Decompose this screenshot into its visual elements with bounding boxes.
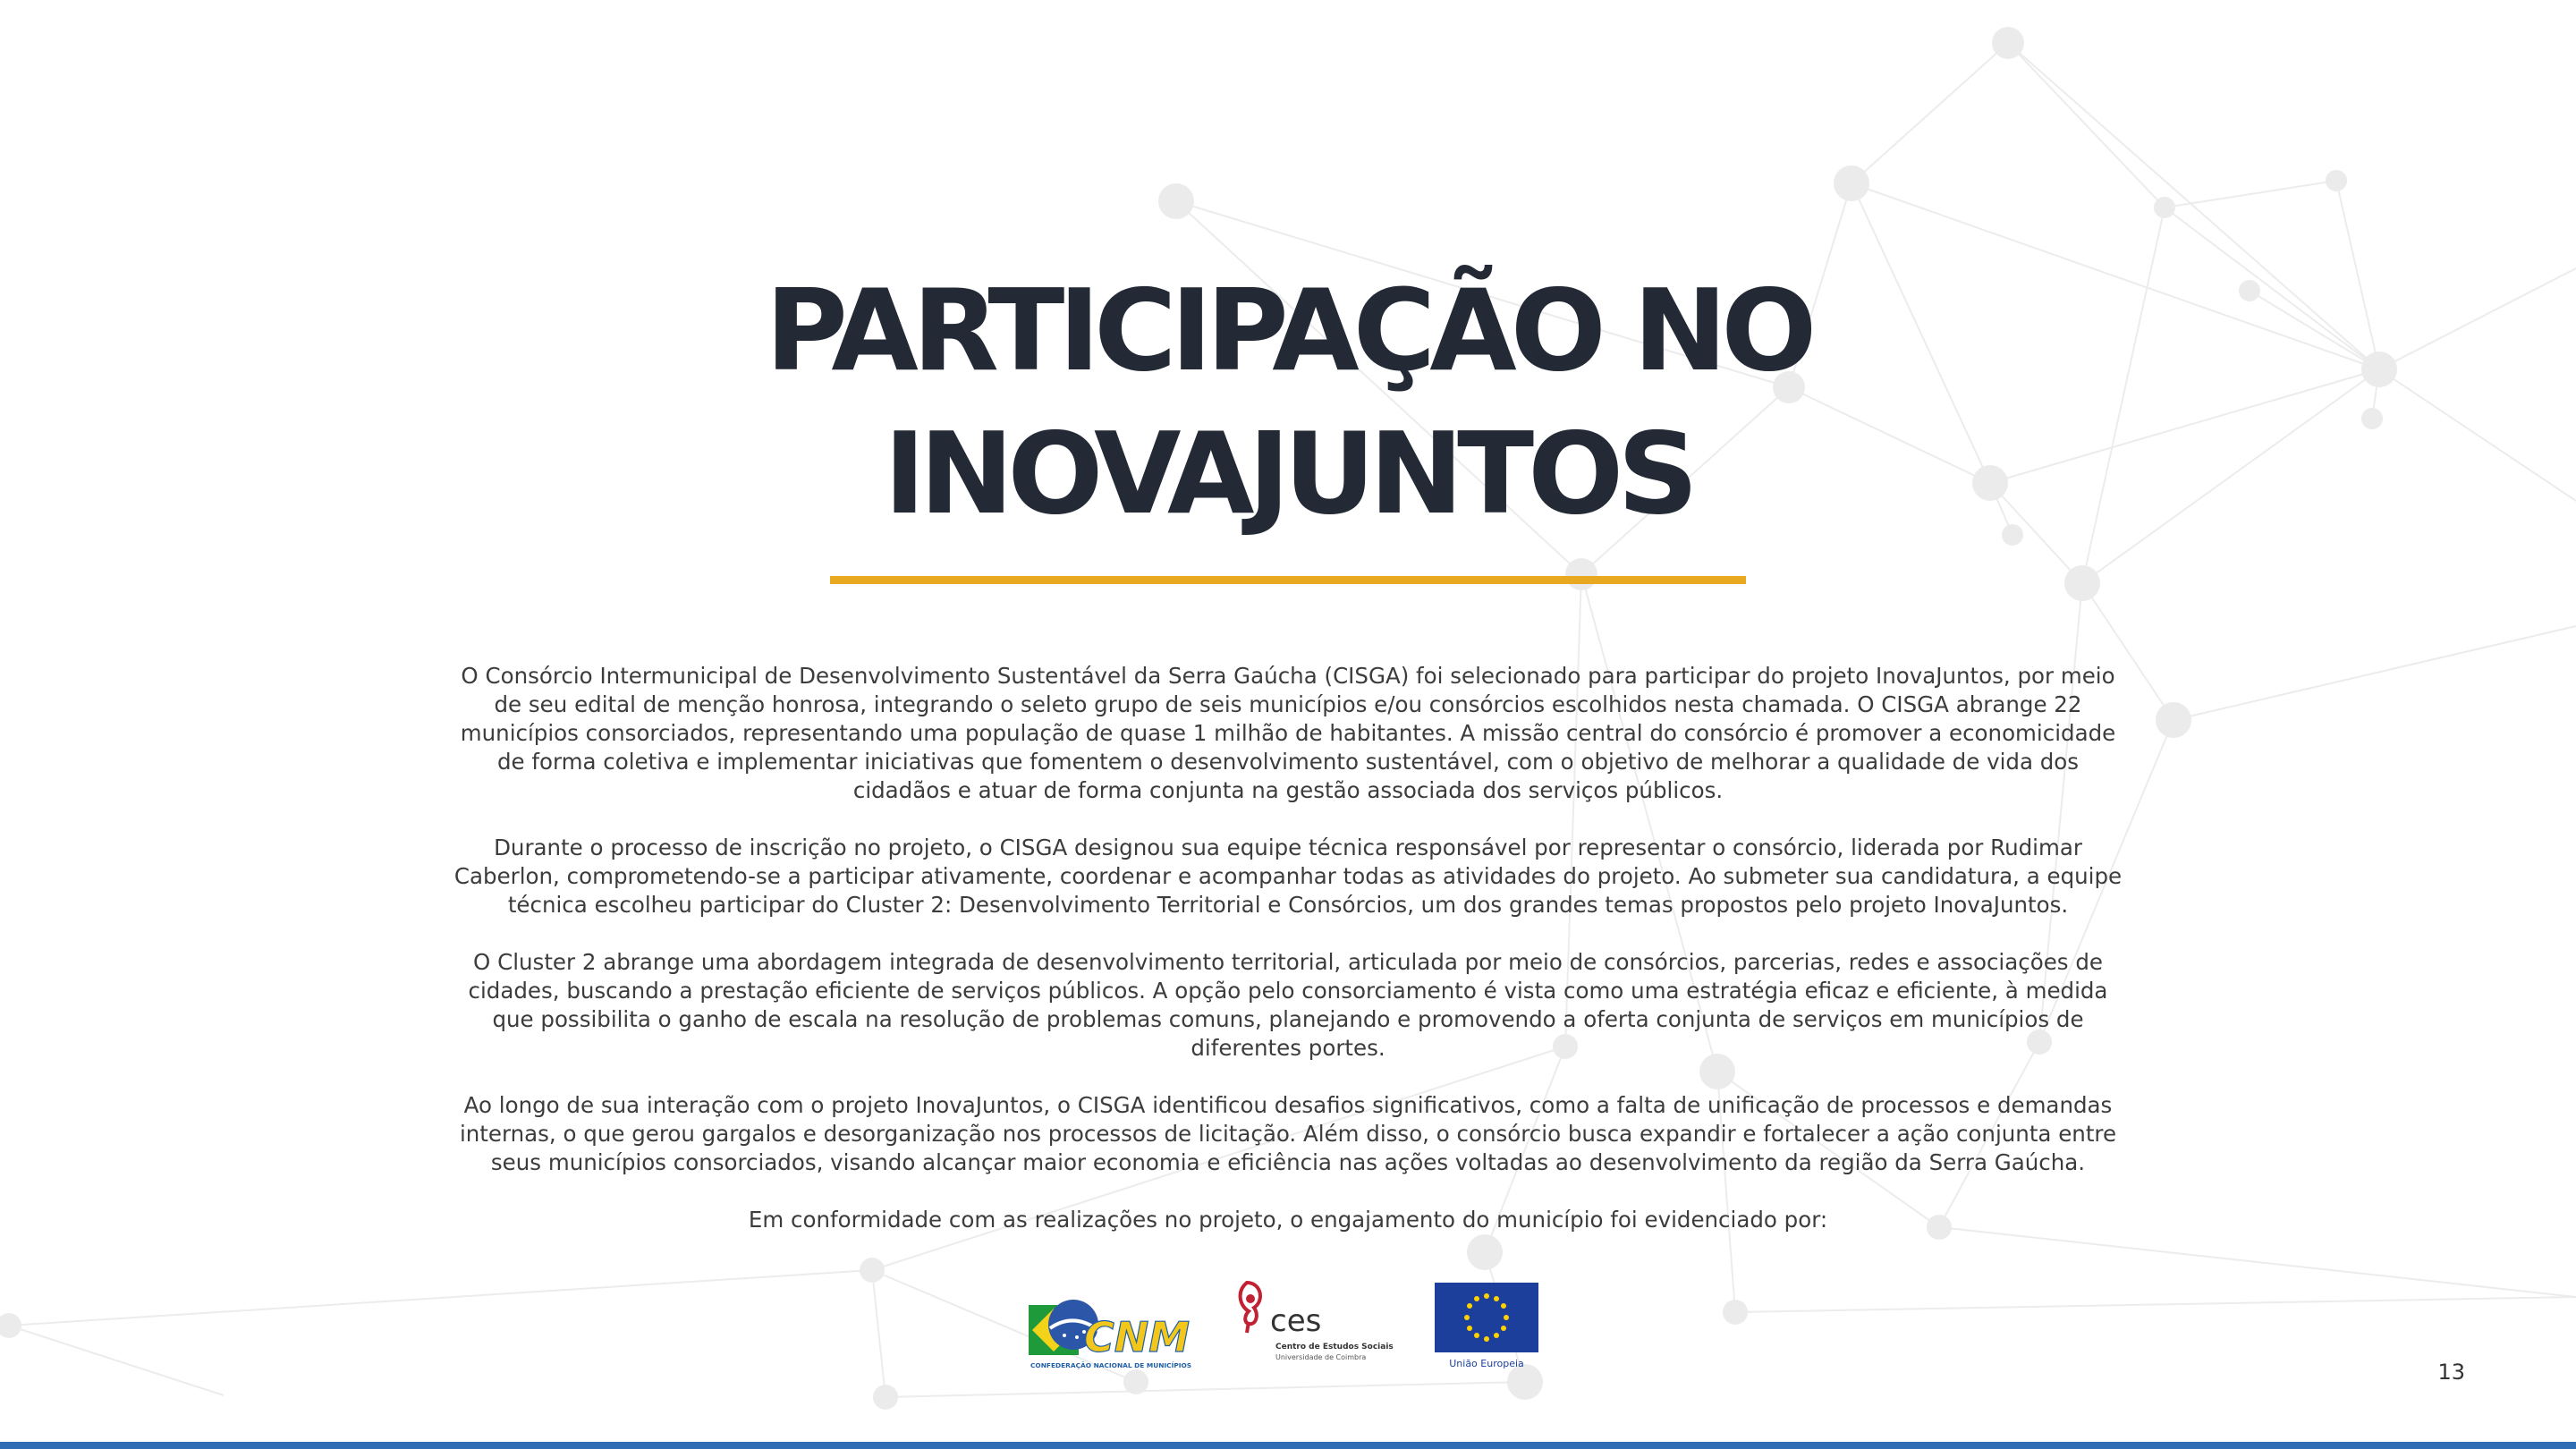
body-text [447,662,2129,1263]
title-line-1: PARTICIPAÇÃO NO [765,265,1811,396]
partner-logos [1029,1279,1547,1377]
paragraph-registration: Durante o processo de inscrição no projeto, o CISGA designou sua equipe técnica responsável por representar o consórcio, liderada por Rudimar Caberlon, comprometendo-se a participar ativamente, coordenar e acompanhar todas as atividades do projeto. Ao submeter sua candidatura, a equipe técnica escolheu participar do Cluster 2: Desenvolvimento Territorial e Consórcios, um dos grandes temas propostos pelo projeto InovaJuntos. [453,835,2123,918]
footer-bar [0,1442,2576,1449]
paragraph-challenges: Ao longo de sua interação com o projeto InovaJuntos, o CISGA identificou desafios significativos, como a falta de unificação de processos e demandas internas, o que gerou gargalos e desorganização nos processos de licitação. Além disso, o consórcio busca expandir e fortalecer a ação conjunta entre seus municípios consorciados, visando alcançar maior economia e eficiência nas ações voltadas ao desenvolvimento da região da Serra Gaúcha. [459,1092,2117,1175]
page-title [0,259,2576,546]
paragraph-intro: O Consórcio Intermunicipal de Desenvolvimento Sustentável da Serra Gaúcha (CISGA) foi selecionado para participar do projeto InovaJuntos, por meio de seu edital de menção honrosa, integrando o seleto grupo de seis municípios e/ou consórcios escolhidos nesta chamada. O CISGA abrange 22 municípios consorciados, representando uma população de quase 1 milhão de habitantes. A missão central do consórcio é promover a economicidade de forma coletiva e implementar iniciativas que fomentem o desenvolvimento sustentável, com o objetivo de melhorar a qualidade de vida dos cidadãos e atuar de forma conjunta na gestão associada dos serviços públicos. [460,663,2116,803]
svg-text:ces: ces [1270,1303,1322,1339]
svg-text:CONFEDERAÇÃO NACIONAL DE MUNIC: CONFEDERAÇÃO NACIONAL DE MUNICÍPIOS [1030,1361,1192,1369]
ces-logo [1234,1279,1395,1368]
svg-text:CNM: CNM [1084,1313,1191,1361]
svg-text:Universidade de Coimbra: Universidade de Coimbra [1275,1353,1367,1361]
title-underline [830,576,1746,584]
page-number: 13 [2437,1360,2465,1385]
cnm-logo [1029,1292,1199,1373]
svg-text:Centro de Estudos Sociais: Centro de Estudos Sociais [1275,1343,1394,1352]
paragraph-cluster: O Cluster 2 abrange uma abordagem integrada de desenvolvimento territorial, articulada por meio de consórcios, parcerias, redes e associações de cidades, buscando a prestação eficiente de serviços públicos. A opção pelo consorciamento é vista como uma estratégia eficaz e eficiente, à medida que possibilita o ganho de escala na resolução de problemas comuns, planejando e promovendo a oferta conjunta de serviços em municípios de diferentes portes. [468,949,2108,1061]
title-line-2: INOVAJUNTOS [884,408,1692,539]
paragraph-evidence: Em conformidade com as realizações no projeto, o engajamento do município foi evidenciado por: [748,1207,1828,1233]
svg-text:União Europeia: União Europeia [1449,1358,1524,1369]
eu-flag [1433,1281,1540,1370]
